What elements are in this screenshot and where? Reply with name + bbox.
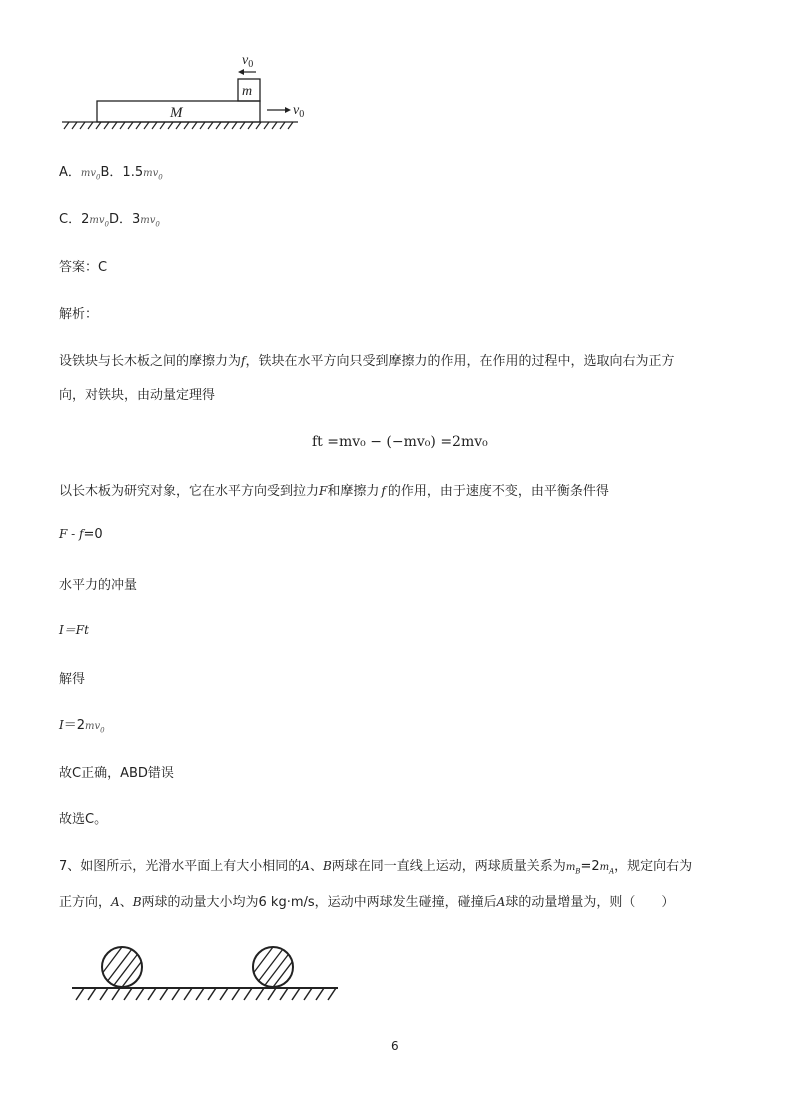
two-balls-diagram [70, 940, 345, 1010]
equation-momentum: ft =mv₀ − (−mv₀) =2mv₀ [312, 434, 488, 450]
ground-hatching-2 [72, 988, 338, 1000]
options-cd: C．$2mv_0D$．$3mv_0$ [59, 212, 160, 229]
option-d-prefix: D．3 [108, 212, 141, 227]
small-velocity-label: $v_0$ [242, 53, 254, 70]
equation-impulse: I＝Ft [59, 623, 89, 637]
question-7-line-1: 7、如图所示，光滑水平面上有大小相同的A、B两球在同一直线上运动，两球质量关系为$m_B=2m_A$，规定向右为 [59, 859, 693, 876]
big-velocity-label: $v_0$ [293, 103, 305, 120]
option-c-prefix: C．2 [59, 212, 90, 227]
left-arrow-icon [238, 69, 256, 75]
option-c-value: mv [89, 215, 105, 226]
final-choice: 故选C。 [59, 812, 108, 827]
page-number: 6 [391, 1039, 399, 1053]
conclusion: 故C正确，ABD错误 [59, 766, 174, 781]
right-arrow-icon [267, 107, 291, 113]
solve-label: 解得 [59, 672, 86, 687]
options-ab: A．$mv_0B$．$1.5mv_0$ [59, 165, 163, 182]
analysis-label: 解析： [59, 307, 99, 322]
answer: 答案：C [59, 260, 108, 275]
big-block-label: M [170, 105, 183, 121]
option-b-prefix: B．1.5 [100, 165, 144, 180]
equation-balance: F - f=0 [59, 527, 103, 542]
option-b-value: mv [143, 168, 159, 179]
paragraph-1-line-2: 向，对铁块，由动量定理得 [59, 388, 216, 403]
ground-hatching [62, 122, 298, 129]
block-diagram [60, 52, 320, 132]
question-7-line-2: 正方向，A、B两球的动量大小均为6 kg·m/s，运动中两球发生碰撞，碰撞后A球的动量增量为，则（ ） [59, 895, 675, 910]
paragraph-2: 以长木板为研究对象，它在水平方向受到拉力F和摩擦力 f 的作用，由于速度不变，由平衡条件得 [59, 484, 609, 499]
paragraph-1-line-1: 设铁块与长木板之间的摩擦力为f，铁块在水平方向只受到摩擦力的作用，在作用的过程中，选取向右为正方 [59, 354, 675, 369]
option-a-prefix: A． [59, 165, 81, 180]
equation-result: $I=2mv_0$ [59, 718, 105, 735]
option-a-value: mv [80, 168, 97, 179]
impulse-label: 水平力的冲量 [59, 578, 138, 593]
small-block-label: m [242, 84, 253, 99]
option-d-value: mv [140, 215, 156, 226]
